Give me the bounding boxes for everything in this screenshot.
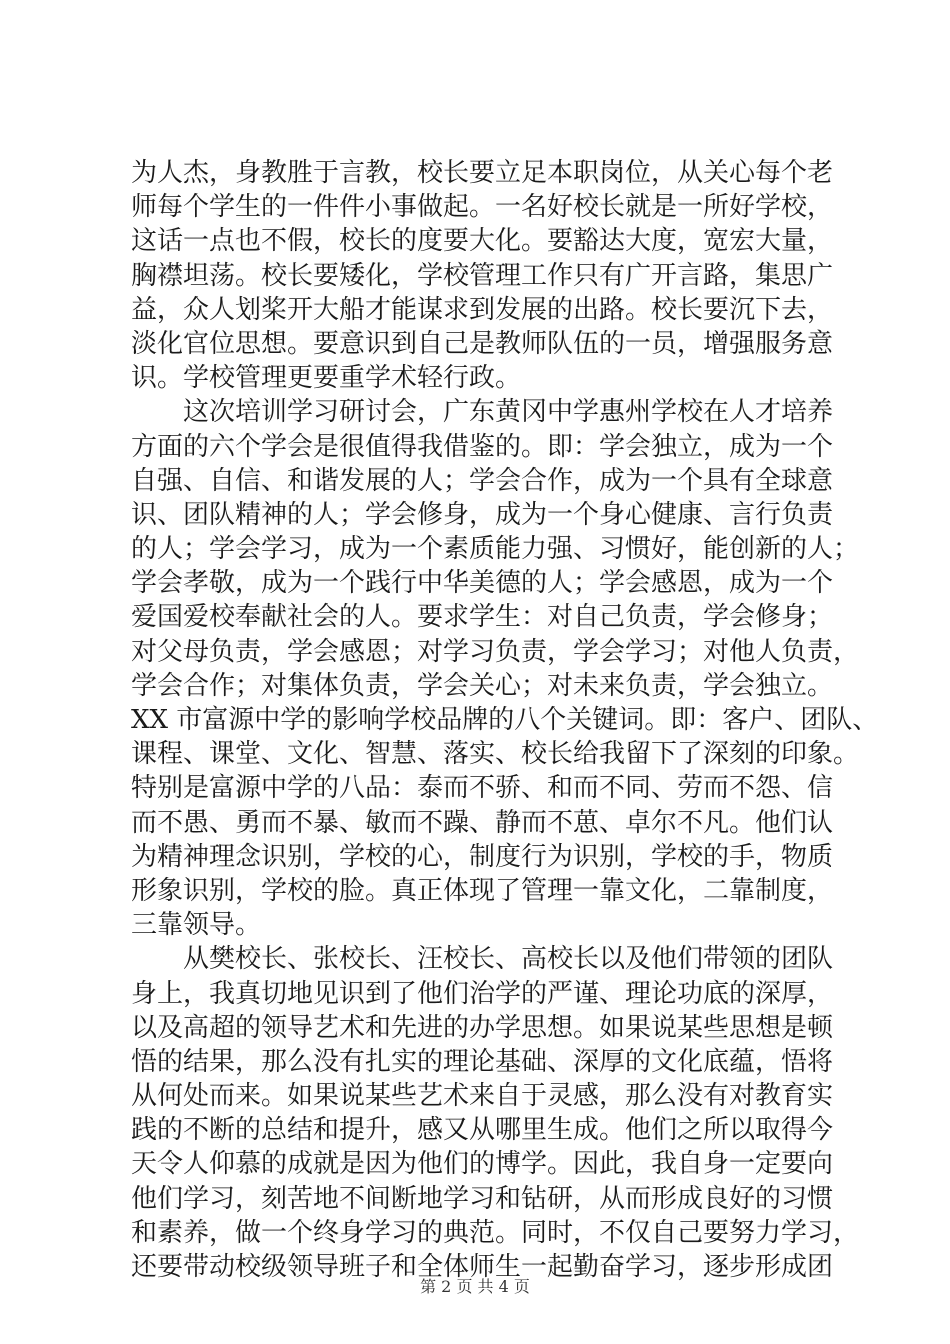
text-line: 的人；学会学习，成为一个素质能力强、习惯好，能创新的人； [131,534,860,565]
text-line: 学会孝敬，成为一个践行中华美德的人；学会感恩，成为一个 [131,568,834,599]
text-line: 还要带动校级领导班子和全体师生一起勤奋学习，逐步形成团 [131,1252,834,1282]
text-line: 这话一点也不假，校长的度要大化。要豁达大度，宽宏大量， [131,226,834,257]
text-line: 身上，我真切地见识到了他们治学的严谨、理论功底的深厚， [131,978,834,1009]
text-line: 悟的结果，那么没有扎实的理论基础、深厚的文化底蕴，悟将 [131,1046,834,1077]
text-line: 学会合作；对集体负责，学会关心；对未来负责，学会独立。 [131,670,834,701]
text-line: 益，众人划桨开大船才能谋求到发展的出路。校长要沉下去， [131,294,834,325]
text-line: 天令人仰慕的成就是因为他们的博学。因此，我自身一定要向 [131,1149,834,1180]
text-line: 淡化官位思想。要意识到自己是教师队伍的一员，增强服务意 [131,328,834,359]
text-line: 特别是富源中学的八品：泰而不骄、和而不同、劳而不怨、信 [131,773,834,804]
text-line: 识、团队精神的人；学会修身，成为一个身心健康、言行负责 [131,499,834,530]
page-footer: 第 2 页 共 4 页 [420,1277,530,1296]
text-line: 这次培训学习研讨会，广东黄冈中学惠州学校在人才培养 [183,397,834,428]
text-line: 自强、自信、和谐发展的人；学会合作，成为一个具有全球意 [131,465,834,496]
paragraph-3 [131,942,860,1284]
text-line: 他们学习，刻苦地不间断地学习和钻研，从而形成良好的习惯 [131,1183,834,1214]
text-line: 从何处而来。如果说某些艺术来自于灵感，那么没有对教育实 [131,1081,834,1112]
text-line: 识。学校管理更要重学术轻行政。 [131,363,522,394]
document-body [131,156,879,1284]
text-line: 形象识别，学校的脸。真正体现了管理一靠文化，二靠制度， [131,875,834,906]
text-line: 从樊校长、张校长、汪校长、高校长以及他们带领的团队 [183,944,834,975]
text-line: 对父母负责，学会感恩；对学习负责，学会学习；对他人负责， [131,636,860,667]
text-line: 为人杰，身教胜于言教，校长要立足本职岗位，从关心每个老 [131,158,834,188]
text-line: 三靠领导。 [131,910,262,941]
text-line: 课程、课堂、文化、智慧、落实、校长给我留下了深刻的印象。 [131,739,860,770]
text-line: 以及高超的领导艺术和先进的办学思想。如果说某些思想是顿 [131,1012,834,1043]
paragraph-2 [131,395,879,942]
paragraph-1 [131,156,843,395]
text-line: 胸襟坦荡。校长要矮化，学校管理工作只有广开言路，集思广 [131,260,834,291]
text-line: 践的不断的总结和提升，感又从哪里生成。他们之所以取得今 [131,1115,834,1146]
text-line: 师每个学生的一件件小事做起。一名好校长就是一所好学校， [131,192,834,223]
text-line: XX 市富源中学的影响学校品牌的八个关键词。即：客户、团队、 [131,705,879,735]
text-line: 方面的六个学会是很值得我借鉴的。即：学会独立，成为一个 [131,431,834,462]
text-line: 而不愚、勇而不暴、敏而不躁、静而不葸、卓尔不凡。他们认 [131,807,834,838]
text-line: 为精神理念识别，学校的心，制度行为识别，学校的手，物质 [131,841,834,872]
text-line: 爱国爱校奉献社会的人。要求学生：对自己负责，学会修身； [131,602,834,633]
text-line: 和素养，做一个终身学习的典范。同时，不仅自己要努力学习， [131,1217,860,1248]
